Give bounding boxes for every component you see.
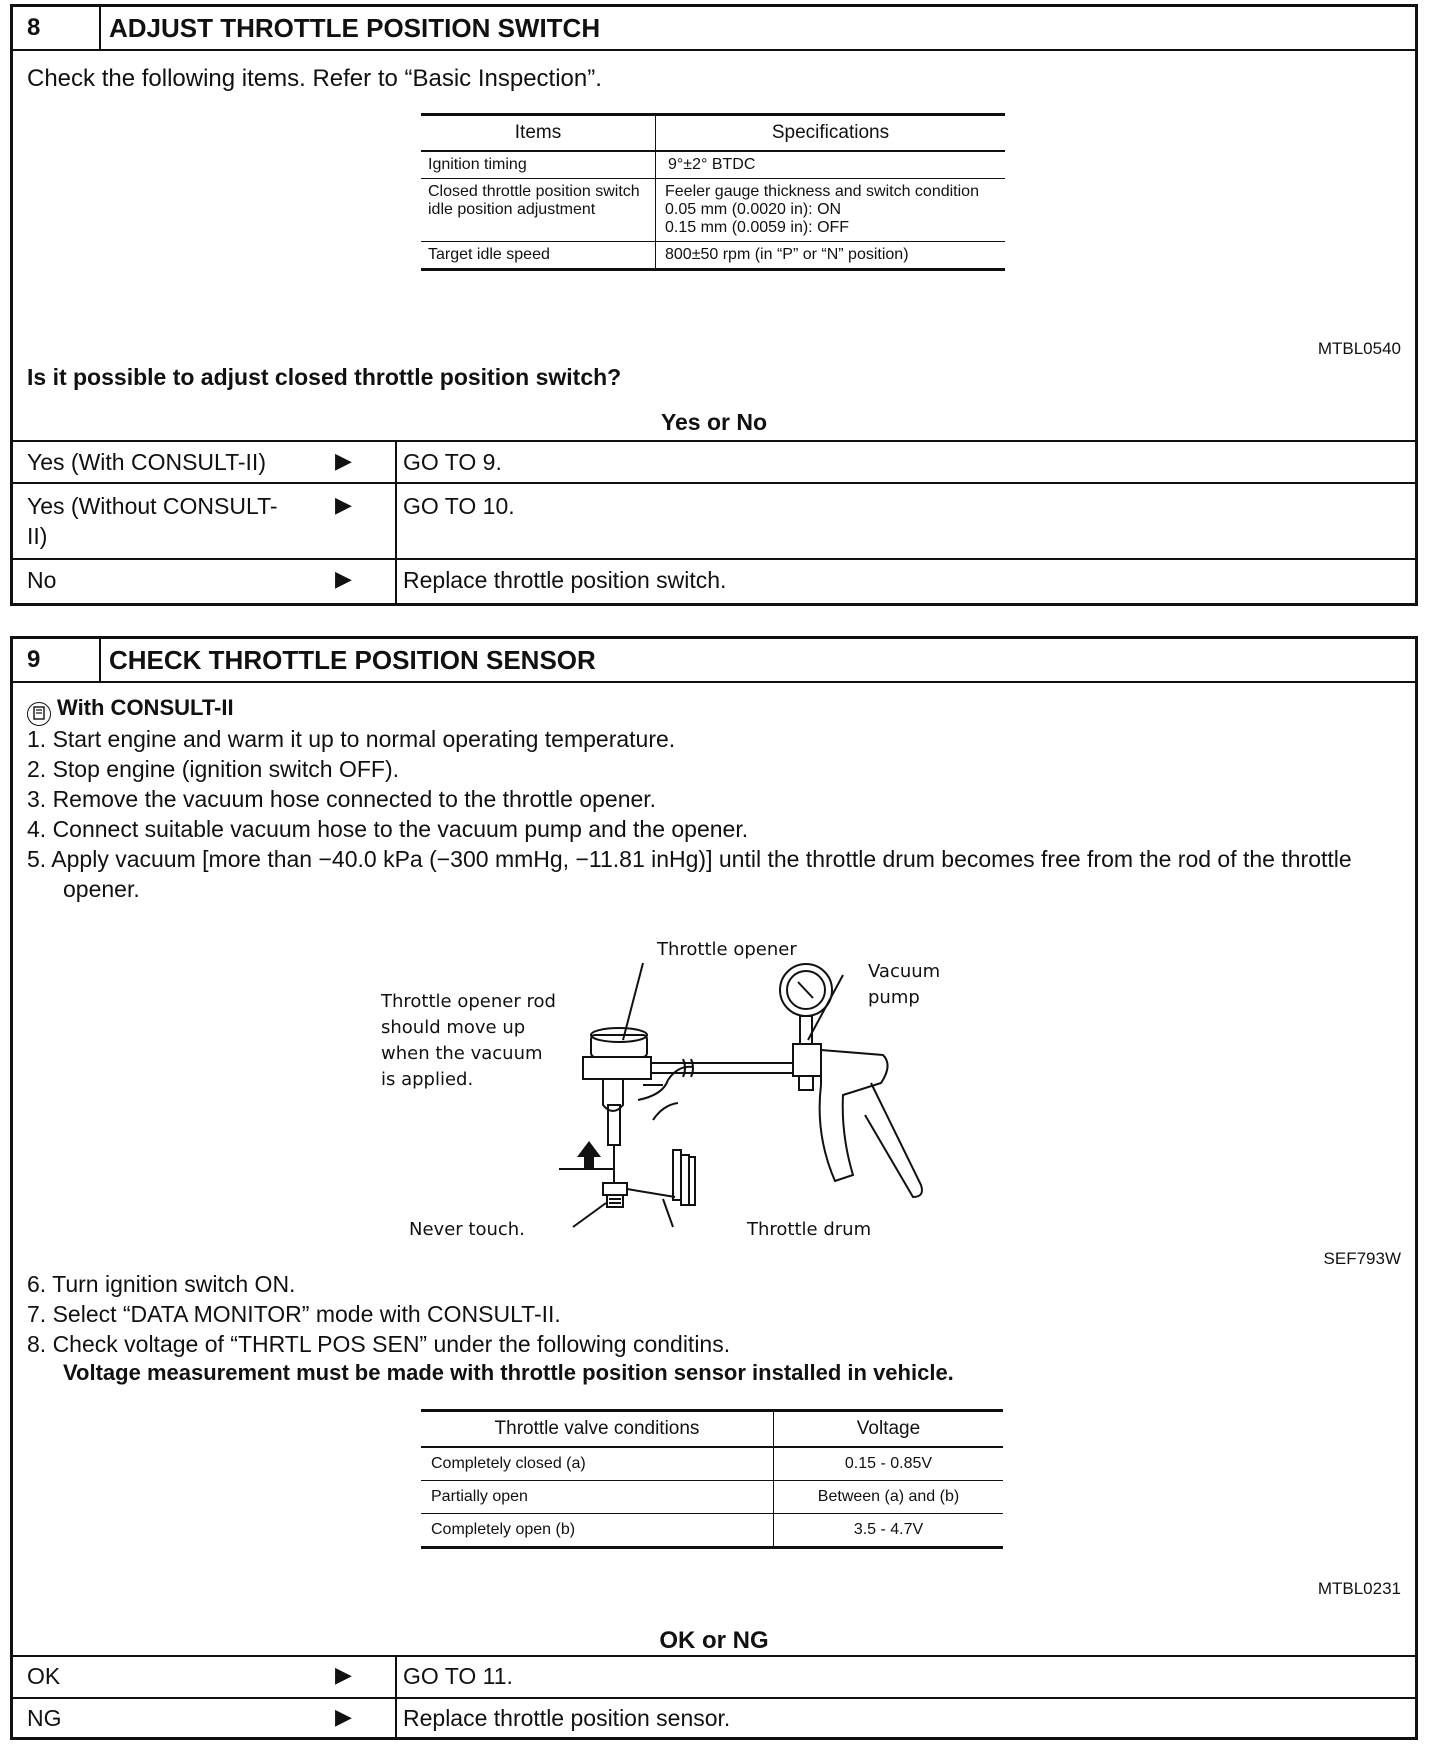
answer-result: GO TO 11. — [403, 1663, 513, 1689]
decision-title: Yes or No — [660, 409, 768, 435]
procedure-steps — [27, 724, 1397, 904]
table-row — [421, 151, 1005, 179]
spec-cell: Feeler gauge thickness and switch condition 0.05 mm (0.0020 in): ON 0.15 mm (0.0059 in): OFF — [656, 179, 1006, 242]
label-throttle-opener: Throttle opener — [657, 939, 797, 960]
intro-text: Check the following items. Refer to “Basic Inspection”. — [27, 65, 602, 92]
answer-label: Yes (Without CONSULT-II) — [27, 493, 278, 549]
answer-label: OK — [27, 1663, 61, 1689]
voltage-cell: 0.15 - 0.85V — [774, 1447, 1004, 1481]
list-item: 6. Turn ignition switch ON. — [27, 1271, 296, 1297]
answer-result: GO TO 10. — [403, 493, 515, 519]
answer-result: Replace throttle position sensor. — [403, 1705, 731, 1731]
consult-icon — [27, 702, 51, 726]
item-cell: Closed throttle position switch idle position adjustment — [421, 179, 656, 242]
divider — [13, 1697, 1415, 1699]
list-item: 8. Check voltage of “THRTL POS SEN” under the following conditins. — [27, 1331, 731, 1357]
item-cell: Target idle speed — [421, 242, 656, 270]
arrow-icon: ▶ — [335, 566, 352, 591]
list-item: 5. Apply vacuum [more than −40.0 kPa (−300 mmHg, −11.81 inHg)] until the throttle drum becomes free from the rod of the throttle opener. — [27, 846, 1352, 902]
list-item: 1. Start engine and warm it up to normal operating temperature. — [27, 726, 676, 752]
arrow-icon: ▶ — [335, 1662, 352, 1687]
spec-cell: 800±50 rpm (in “P” or “N” position) — [656, 242, 1006, 270]
label-throttle-drum: Throttle drum — [747, 1219, 872, 1240]
spec-table — [421, 113, 1005, 271]
list-item: 7. Select “DATA MONITOR” mode with CONSULT-II. — [27, 1301, 561, 1327]
answer-result: Replace throttle position switch. — [403, 567, 727, 593]
list-item: 2. Stop engine (ignition switch OFF). — [27, 756, 399, 782]
arrow-icon: ▶ — [335, 448, 352, 473]
section-9 — [10, 636, 1418, 1740]
label-never-touch: Never touch. — [409, 1219, 525, 1240]
table-header: Voltage — [774, 1411, 1004, 1448]
section-header — [13, 7, 1415, 51]
step-number: 9 — [13, 639, 101, 681]
step-number: 8 — [13, 7, 101, 49]
table-header: Specifications — [656, 115, 1006, 152]
step-title: CHECK THROTTLE POSITION SENSOR — [109, 645, 596, 675]
voltage-table — [421, 1409, 1003, 1549]
divider — [13, 558, 1415, 560]
table-row — [421, 242, 1005, 270]
spec-cell: 9°±2° BTDC — [656, 151, 1006, 179]
table-row — [421, 1514, 1003, 1548]
question-text: Is it possible to adjust closed throttle position switch? — [27, 364, 622, 390]
answer-label: Yes (With CONSULT-II) — [27, 449, 266, 475]
item-cell: Ignition timing — [421, 151, 656, 179]
answer-label: NG — [27, 1705, 62, 1731]
consult-heading: With CONSULT-II — [27, 694, 234, 726]
arrow-icon: ▶ — [335, 1704, 352, 1729]
table-row — [421, 1481, 1003, 1514]
condition-cell: Partially open — [421, 1481, 774, 1514]
list-item: 4. Connect suitable vacuum hose to the vacuum pump and the opener. — [27, 816, 749, 842]
warning-text: Voltage measurement must be made with throttle position sensor installed in vehicle. — [63, 1360, 954, 1385]
divider — [13, 440, 1415, 442]
table-code: MTBL0540 — [1317, 339, 1401, 358]
answer-result: GO TO 9. — [403, 449, 502, 475]
condition-cell: Completely open (b) — [421, 1514, 774, 1548]
divider — [395, 1655, 397, 1740]
table-row — [421, 179, 1005, 242]
condition-cell: Completely closed (a) — [421, 1447, 774, 1481]
voltage-cell: Between (a) and (b) — [774, 1481, 1004, 1514]
table-row — [421, 1447, 1003, 1481]
step-title: ADJUST THROTTLE POSITION SWITCH — [109, 13, 601, 43]
section-header — [13, 639, 1415, 683]
decision-title: OK or NG — [659, 1627, 769, 1654]
voltage-cell: 3.5 - 4.7V — [774, 1514, 1004, 1548]
table-header: Throttle valve conditions — [421, 1411, 774, 1448]
divider — [13, 1655, 1415, 1657]
section-8 — [10, 4, 1418, 606]
throttle-opener-figure — [381, 935, 983, 1240]
divider — [13, 482, 1415, 484]
table-code: MTBL0231 — [1317, 1579, 1401, 1598]
list-item: 3. Remove the vacuum hose connected to the throttle opener. — [27, 786, 657, 812]
answer-label: No — [27, 567, 57, 593]
procedure-steps — [27, 1269, 1397, 1359]
arrow-icon: ▶ — [335, 492, 352, 517]
table-header: Items — [421, 115, 656, 152]
divider — [395, 440, 397, 606]
label-rod-note: Throttle opener rod should move up when the vacuum is applied. — [381, 991, 556, 1090]
figure-code: SEF793W — [1323, 1249, 1401, 1268]
label-vacuum-pump: Vacuum pump — [868, 961, 941, 1008]
